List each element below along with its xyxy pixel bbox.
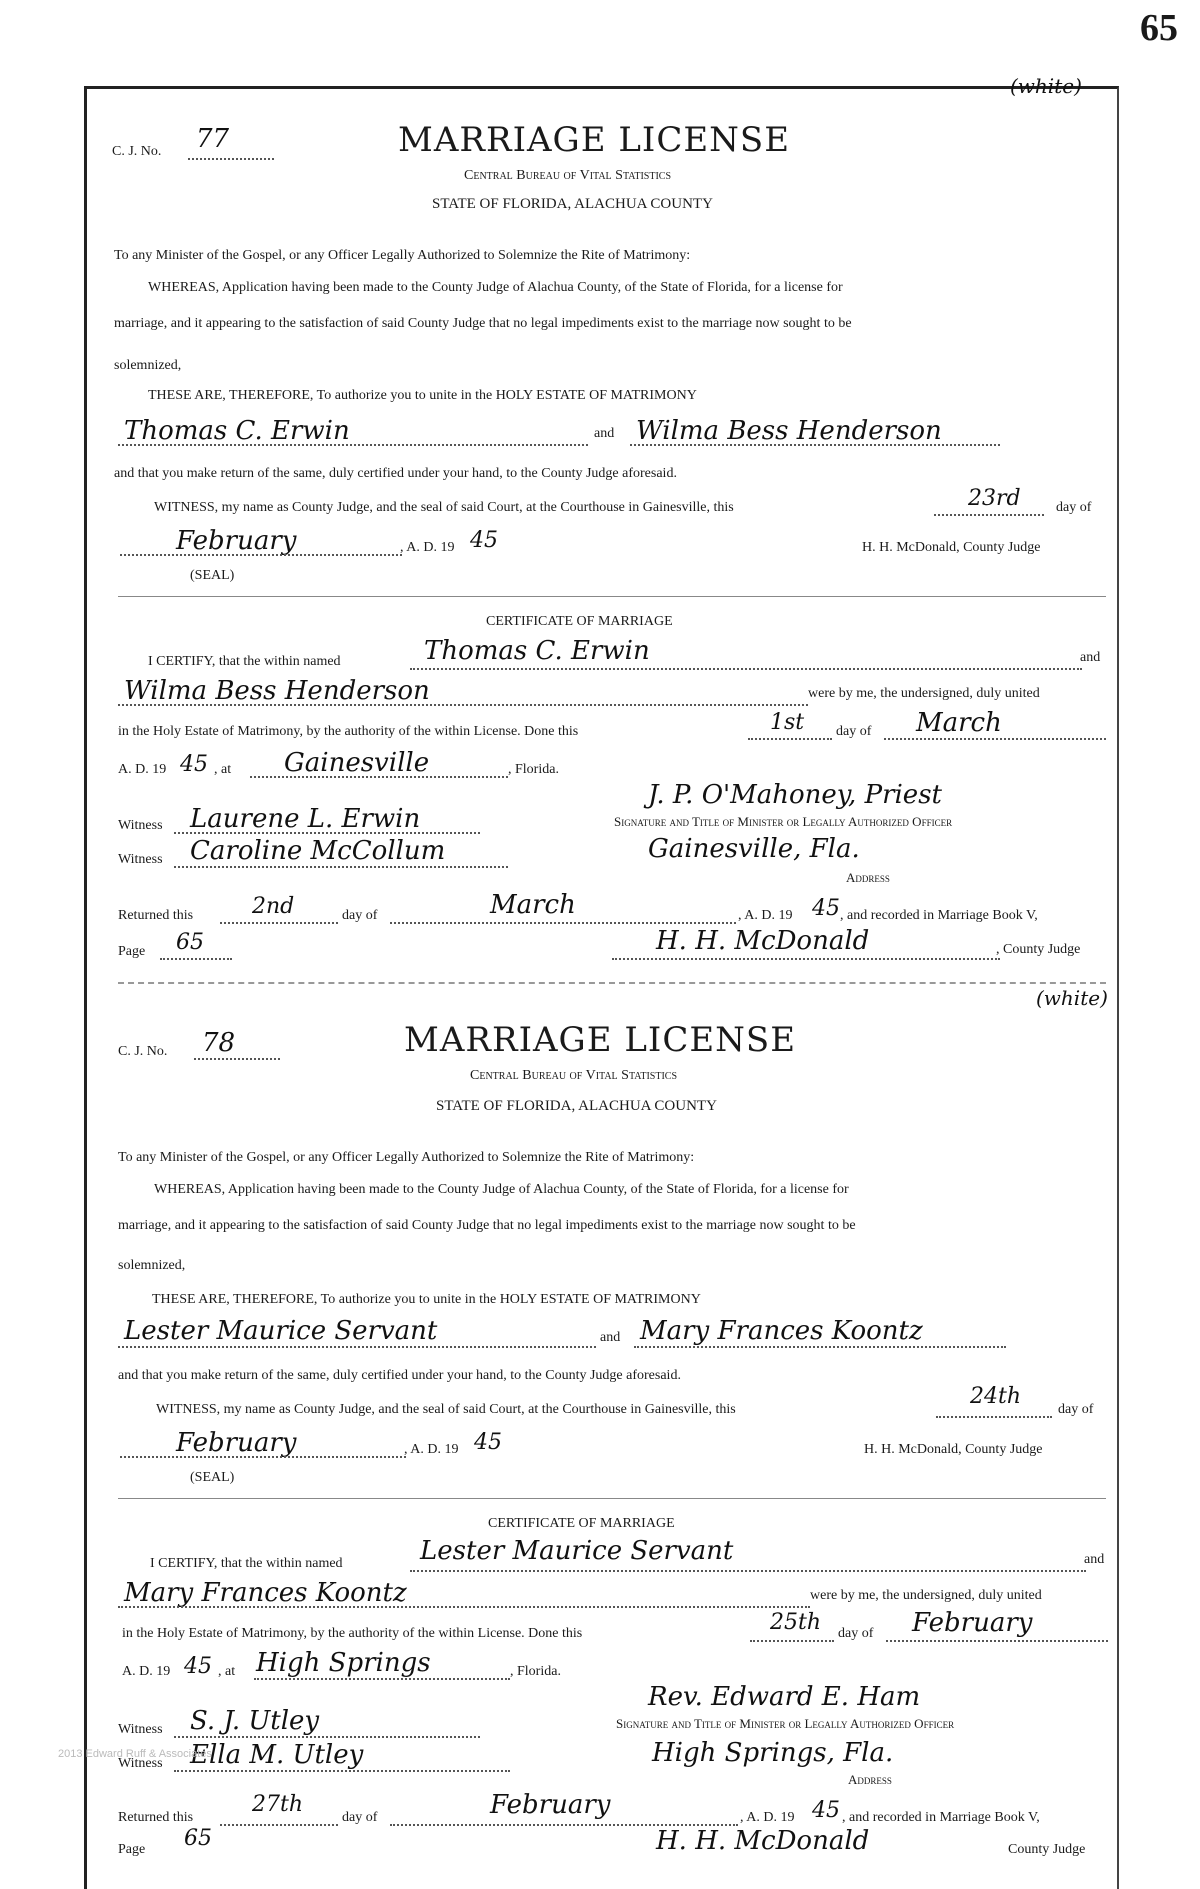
cj-number-line [194,1058,280,1060]
returned-day: 2nd [252,894,295,919]
returned-month: March [490,890,576,920]
united-label: were by me, the undersigned, duly united [810,1588,1042,1603]
groom-name: Lester Maurice Servant [124,1316,438,1346]
and-label: and [594,426,615,441]
judge-signature: H. H. McDonald [656,926,870,956]
judge-line: H. H. McDonald, County Judge [864,1442,1043,1457]
marriage-place-line [250,776,508,778]
marriage-place: Gainesville [284,748,430,778]
returned-month: February [490,1790,611,1820]
day-of-label: day of [342,908,378,923]
marriage-place-line [254,1678,510,1680]
certify-label: I CERTIFY, that the within named [148,654,341,669]
cert-bride-line [118,1606,810,1608]
returned-month-line [390,922,736,924]
returned-day-line [220,922,338,924]
ad-label: A. D. 19 [122,1664,171,1679]
done-day-line [748,738,832,740]
return-line: and that you make return of the same, duly certified under your hand, to the County Judge aforesaid. [118,1368,681,1383]
race-note: (white) [1010,74,1082,98]
whereas-line-2: marriage, and it appearing to the satisfaction of said County Judge that no legal impediments exist to the marriage now sought to be [118,1218,856,1233]
returned-year: 45 [812,1798,840,1823]
therefore-line: THESE ARE, THEREFORE, To authorize you to unite in the HOLY ESTATE OF MATRIMONY [152,1292,701,1307]
state-line: STATE OF FLORIDA, ALACHUA COUNTY [436,1098,717,1114]
cert-groom-name: Thomas C. Erwin [424,636,650,666]
seal-label: (SEAL) [190,568,235,583]
done-year: 45 [180,752,208,777]
return-line: and that you make return of the same, duly certified under your hand, to the County Judge aforesaid. [114,466,677,481]
witness-label: Witness [118,1722,163,1737]
day-of-label: day of [838,1626,874,1641]
at-label: , at [214,762,232,777]
witness-1-line [174,832,480,834]
page-label: Page [118,1842,146,1857]
license-month: February [176,526,297,556]
address-label: Address [848,1772,892,1787]
and-label: and [1084,1552,1105,1567]
at-label: , at [218,1664,236,1679]
done-month: February [912,1608,1033,1638]
officer-signature: Rev. Edward E. Ham [648,1682,921,1712]
florida-label: , Florida. [508,762,559,777]
cert-bride-name: Wilma Bess Henderson [124,676,430,706]
returned-label: Returned this [118,1810,194,1825]
witness-2-name: Caroline McCollum [190,836,446,866]
witness-1-name: S. J. Utley [190,1706,320,1736]
divider [118,596,1106,597]
groom-name: Thomas C. Erwin [124,416,350,446]
ad-label: , A. D. 19 [740,1810,795,1825]
done-day: 1st [770,710,805,735]
witness-2-line [174,866,508,868]
judge-signature: H. H. McDonald [656,1826,870,1856]
returned-year: 45 [812,896,840,921]
certificate-title: CERTIFICATE OF MARRIAGE [486,614,673,629]
to-line: To any Minister of the Gospel, or any Officer Legally Authorized to Solemnize the Rite of Matrimony: [118,1150,695,1165]
ad-label: , A. D. 19 [400,540,455,555]
holy-estate-line: in the Holy Estate of Matrimony, by the authority of the within License. Done this [118,724,579,739]
divider [118,1498,1106,1499]
day-of-label: day of [836,724,872,739]
race-note: (white) [1036,986,1108,1010]
cj-number: 77 [196,124,230,154]
therefore-line: THESE ARE, THEREFORE, To authorize you to unite in the HOLY ESTATE OF MATRIMONY [148,388,697,403]
judge-line: H. H. McDonald, County Judge [862,540,1041,555]
done-month-line [886,1640,1108,1642]
day-of-label: day of [342,1810,378,1825]
bride-line [630,444,1000,446]
witness-2-name: Ella M. Utley [190,1740,364,1770]
whereas-line-1: WHEREAS, Application having been made to the County Judge of Alachua County, of the State of Florida, for a license for [148,280,843,295]
page-label: Page [118,944,146,959]
license-month: February [176,1428,297,1458]
witness-1-line [174,1736,480,1738]
bride-name: Wilma Bess Henderson [636,416,942,446]
done-day-line [750,1640,834,1642]
license-year: 45 [470,528,498,553]
returned-label: Returned this [118,908,194,923]
bride-line [634,1346,1006,1348]
florida-label: , Florida. [510,1664,561,1679]
day-of-label: day of [1058,1402,1094,1417]
officer-address: Gainesville, Fla. [648,834,860,864]
witness-line: WITNESS, my name as County Judge, and the seal of said Court, at the Courthouse in Gainesville, this [156,1402,736,1417]
cj-number-line [188,158,274,160]
page-value: 65 [184,1826,212,1851]
to-line: To any Minister of the Gospel, or any Officer Legally Authorized to Solemnize the Rite of Matrimony: [114,248,691,263]
cj-label: C. J. No. [112,144,162,159]
witness-label: Witness [118,818,163,833]
cert-bride-line [118,704,808,706]
seal-label: (SEAL) [190,1470,235,1485]
witness-label: Witness [118,852,163,867]
license-year: 45 [474,1430,502,1455]
united-label: were by me, the undersigned, duly united [808,686,1040,701]
officer-label: Signature and Title of Minister or Legally Authorized Officer [616,1716,955,1731]
cj-number: 78 [202,1028,236,1058]
county-judge-label: County Judge [1008,1842,1086,1857]
page-value: 65 [176,930,204,955]
done-month-line [884,738,1106,740]
done-day: 25th [770,1610,822,1635]
copyright-watermark: 2013 Edward Ruff & Associates [58,1748,212,1760]
and-label: and [600,1330,621,1345]
officer-signature: J. P. O'Mahoney, Priest [648,780,942,810]
license-day-line [936,1416,1052,1418]
officer-label: Signature and Title of Minister or Legally Authorized Officer [614,814,953,829]
judge-signature-line [612,958,1000,960]
license-month-line [120,554,402,556]
recorded-label: , and recorded in Marriage Book V, [842,1810,1040,1825]
holy-estate-line: in the Holy Estate of Matrimony, by the authority of the within License. Done this [122,1626,583,1641]
license-month-line [120,1456,406,1458]
marriage-place: High Springs [256,1648,431,1678]
and-label: and [1080,650,1101,665]
witness-line: WITNESS, my name as County Judge, and the seal of said Court, at the Courthouse in Gainesville, this [154,500,734,515]
done-month: March [916,708,1002,738]
returned-day-line [220,1824,338,1826]
license-day: 23rd [968,486,1021,511]
returned-day: 27th [252,1792,304,1817]
bride-name: Mary Frances Koontz [640,1316,923,1346]
license-title: MARRIAGE LICENSE [398,120,791,160]
page-number: 65 [1140,7,1178,49]
whereas-line-3: solemnized, [114,358,182,373]
license-title: MARRIAGE LICENSE [404,1020,797,1060]
license-day: 24th [970,1384,1022,1409]
record-separator [118,982,1106,984]
state-line: STATE OF FLORIDA, ALACHUA COUNTY [432,196,713,212]
address-label: Address [846,870,890,885]
officer-address: High Springs, Fla. [652,1738,894,1768]
recorded-label: , and recorded in Marriage Book V, [840,908,1038,923]
whereas-line-3: solemnized, [118,1258,186,1273]
whereas-line-2: marriage, and it appearing to the satisfaction of said County Judge that no legal impediments exist to the marriage now sought to be [114,316,852,331]
groom-line [118,1346,596,1348]
ad-label: A. D. 19 [118,762,167,777]
cert-bride-name: Mary Frances Koontz [124,1578,407,1608]
witness-label: Witness [118,1756,163,1771]
day-of-label: day of [1056,500,1092,515]
bureau-line: Central Bureau of Vital Statistics [464,168,672,183]
cert-groom-name: Lester Maurice Servant [420,1536,734,1566]
cert-groom-line [410,668,1082,670]
bureau-line: Central Bureau of Vital Statistics [470,1068,678,1083]
groom-line [118,444,588,446]
cj-label: C. J. No. [118,1044,168,1059]
ad-label: , A. D. 19 [738,908,793,923]
county-judge-label: , County Judge [996,942,1081,957]
certificate-title: CERTIFICATE OF MARRIAGE [488,1516,675,1531]
whereas-line-1: WHEREAS, Application having been made to the County Judge of Alachua County, of the State of Florida, for a license for [154,1182,849,1197]
witness-2-line [174,1770,510,1772]
certify-label: I CERTIFY, that the within named [150,1556,343,1571]
ad-label: , A. D. 19 [404,1442,459,1457]
done-year: 45 [184,1654,212,1679]
page-value-line [160,958,232,960]
cert-groom-line [410,1570,1086,1572]
witness-1-name: Laurene L. Erwin [190,804,421,834]
license-day-line [934,514,1044,516]
